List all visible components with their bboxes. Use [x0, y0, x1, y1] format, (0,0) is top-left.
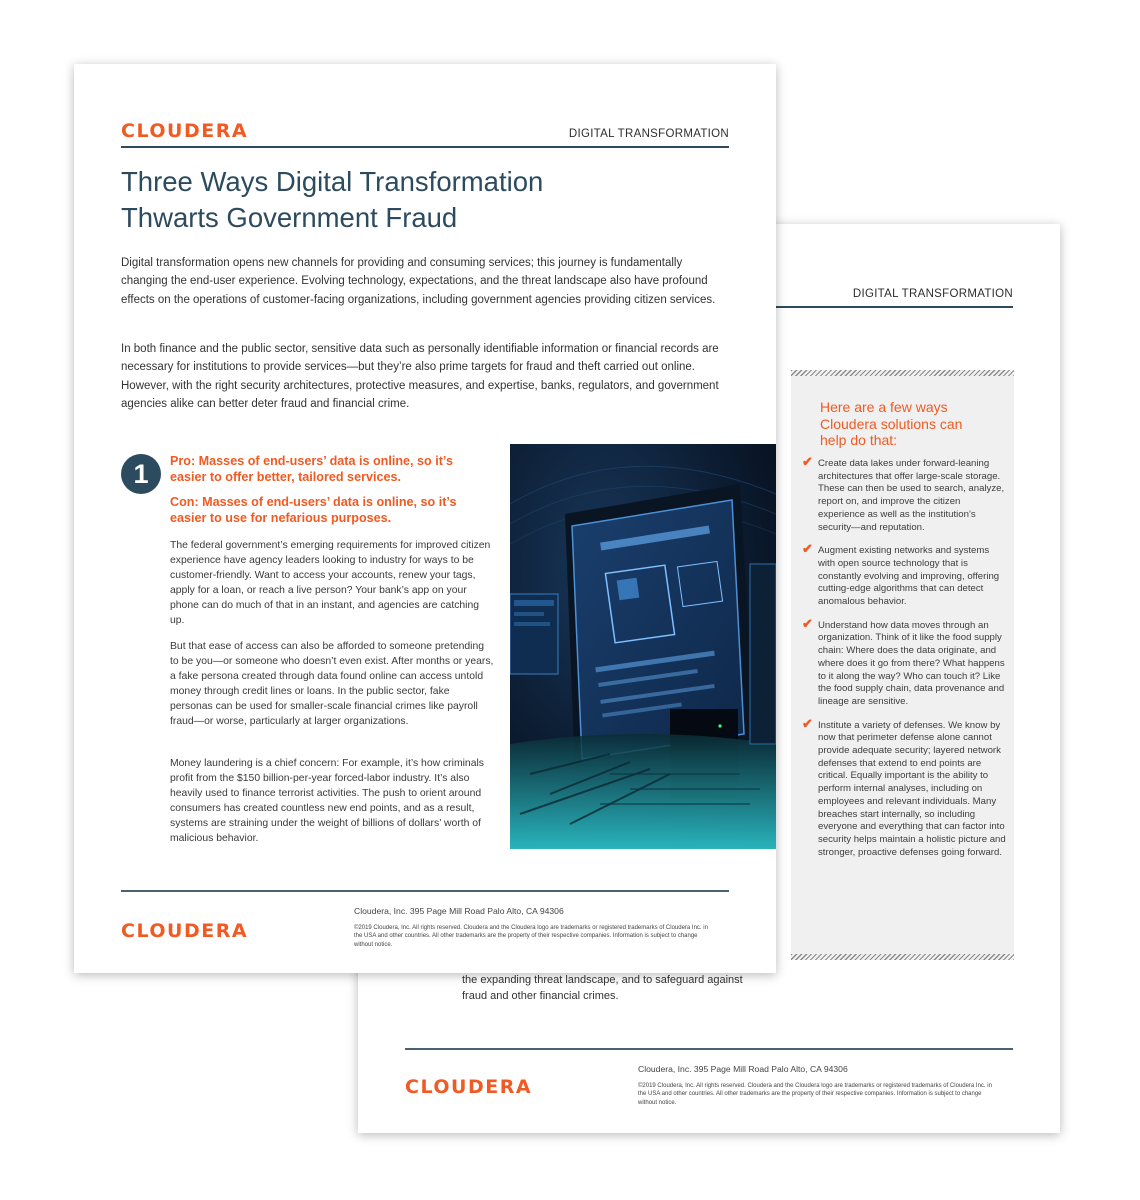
pro-heading: Pro: Masses of end-users’ data is online, so it’s easier to offer better, tailored services. — [170, 454, 453, 484]
cloudera-logo: CLOUDERA — [121, 120, 249, 142]
header-rule — [121, 146, 729, 148]
body-text: the expanding threat landscape, and to safeguard against fraud and other financial crimes. — [462, 974, 743, 1002]
computer-monitor-photo — [510, 444, 776, 849]
body-paragraph: Money laundering is a chief concern: For example, it’s how criminals profit from the $150 billion-per-year forced-labor industry. It’s also heavily used to finance terrorist activities. The push to orient around consumers has created countless new end points, and as a result, systems are straining under the weight of billions of dollars’ worth of malicious behavior. — [170, 758, 484, 845]
checkmark-icon: ✔ — [802, 715, 813, 731]
list-item — [802, 454, 1007, 534]
front-page — [74, 64, 776, 973]
list-item — [802, 715, 1007, 860]
footer-rule — [121, 890, 729, 892]
intro-paragraph: Digital transformation opens new channels for providing and consuming services; this journey is fundamentally changing the end-user experience. Evolving technology, expectations, and the threat landscape also have profound effects on the operations of customer-facing organizations, including government agencies providing citizen services. — [121, 257, 716, 306]
footer-address: Cloudera, Inc. 395 Page Mill Road Palo Alto, CA 94306 — [638, 1064, 848, 1074]
hatch-divider — [791, 370, 1014, 376]
footer-address: Cloudera, Inc. 395 Page Mill Road Palo Alto, CA 94306 — [354, 906, 564, 916]
title-line: Three Ways Digital Transformation — [121, 166, 544, 197]
list-item-text: Institute a variety of defenses. We know by now that perimeter defense alone cannot provide adequate security; layered network defenses that extend to end points are critical. Equally important is the ability to perform internal analyses, including on employees and relevant individuals. Many breaches start internally, so including everyone and everything that can factor into security helps maintain a holistic picture and stronger, proactive defenses going forward. — [818, 719, 1006, 858]
cloudera-logo: CLOUDERA — [405, 1076, 533, 1098]
footer-legal: ©2019 Cloudera, Inc. All rights reserved. Cloudera and the Cloudera logo are trademarks or registered trademarks of Cloudera Inc. in the USA and other countries. All other trademarks are the property of their respective companies. Information is subject to change without notice. — [354, 925, 708, 948]
footer-rule — [405, 1048, 1013, 1050]
list-item — [802, 541, 1007, 609]
body-paragraph: But that ease of access can also be afforded to someone pretending to be you—or someone who doesn’t even exist. After months or years, a fake persona created through data found online can access untold money through credit lines or loans. In the public sector, fake personas can be used for smaller-scale financial crimes like payroll fraud—or worse, particularly at larger organizations. — [170, 641, 494, 728]
body-paragraph: The federal government’s emerging requirements for improved citizen experience have agency leaders looking to industry for ways to be customer-friendly. Want to access your accounts, renew your tags, apply for a loan, or reach a live person? Your bank’s app on your phone can do much of that in an instant, and agencies are catching up. — [170, 540, 491, 627]
list-item-text: Create data lakes under forward-leaning architectures that offer large-scale storage. These can then be used to search, analyze, report on, and improve the citizen experience as well as the institution’s security—and reputation. — [818, 458, 1005, 533]
list-item-text: Understand how data moves through an organization. Think of it like the food supply chain: Where does the data originate, and where does it go from there? What happens to it along the way? Who can touch it? Like the food supply chain, data provenance and lineage are sensitive. — [818, 619, 1005, 707]
solutions-sidebar — [791, 370, 1014, 960]
footer-legal: ©2019 Cloudera, Inc. All rights reserved. Cloudera and the Cloudera logo are trademarks or registered trademarks of Cloudera Inc. in the USA and other countries. All other trademarks are the property of their respective companies. Information is subject to change without notice. — [638, 1083, 992, 1106]
list-item — [802, 615, 1007, 709]
list-item-text: Augment existing networks and systems with open source technology that is constantly evolving and improving, offering cutting-edge algorithms that can detect anomalous behavior. — [818, 545, 1000, 608]
con-heading: Con: Masses of end-users’ data is online, so it’s easier to use for nefarious purposes. — [170, 495, 457, 525]
hatch-divider — [791, 954, 1014, 960]
checkmark-icon: ✔ — [802, 615, 813, 631]
section-number-badge: 1 — [121, 454, 161, 494]
checkmark-icon: ✔ — [802, 541, 813, 557]
checkmark-icon: ✔ — [802, 454, 813, 469]
document-title — [121, 164, 641, 236]
header-tag: DIGITAL TRANSFORMATION — [568, 128, 729, 140]
sidebar-title: Here are a few ways Cloudera solutions can help do that: — [820, 399, 963, 448]
header-tag: DIGITAL TRANSFORMATION — [852, 288, 1013, 300]
cloudera-logo: CLOUDERA — [121, 920, 249, 942]
solutions-list — [802, 454, 1007, 870]
intro-paragraph: In both finance and the public sector, sensitive data such as personally identifiable information or financial records are necessary for institutions to provide services—but they’re also prime targets for fraud and theft carried out online. However, with the right security architectures, protective measures, and expertise, banks, regulators, and government agencies alike can better deter fraud and financial crime. — [121, 343, 719, 410]
title-line: Thwarts Government Fraud — [121, 202, 458, 233]
